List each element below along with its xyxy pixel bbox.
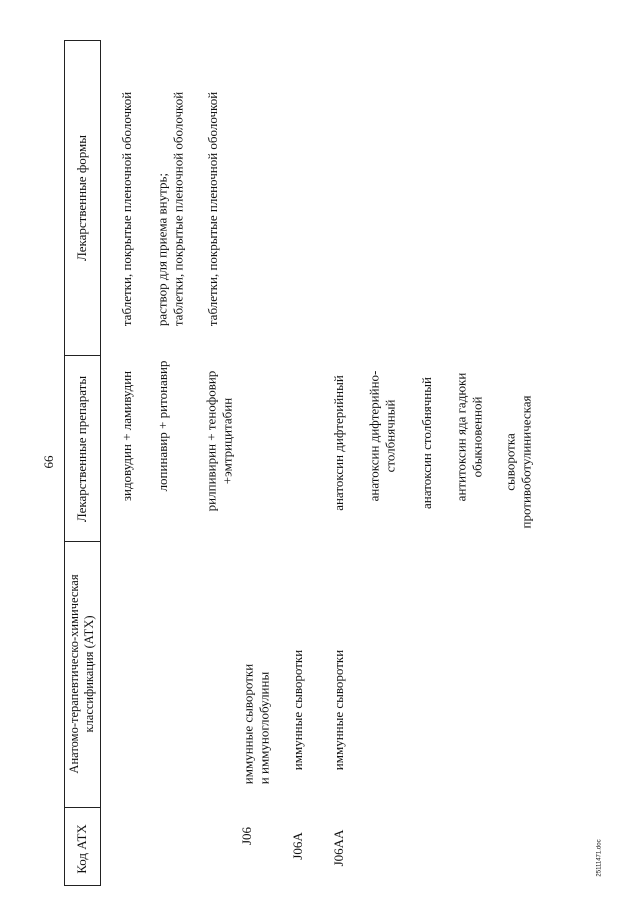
- table-top-border: [64, 40, 100, 41]
- table-row-preparation: зидовудин + ламивудин: [119, 370, 135, 502]
- table-row-preparation: рилпивирин + тенофовир +эмтрицитабин: [203, 370, 234, 512]
- table-row-preparation: анатоксин дифтерийный: [331, 375, 347, 511]
- table-bottom-border: [64, 807, 100, 808]
- header-classification: Анатомо-терапевтическо-химическая классификация (АТХ): [67, 574, 96, 774]
- table-row-preparation: анатоксин столбнячный: [419, 377, 435, 509]
- table-row-form: таблетки, покрытые пленочной оболочкой: [205, 91, 221, 327]
- page-number: 66: [41, 455, 57, 469]
- table-row-preparation: сыворотка противоботулиническая: [502, 395, 533, 529]
- column-divider: [64, 885, 100, 886]
- table-row-classification: иммунные сыворотки: [290, 649, 306, 771]
- header-forms: Лекарственные формы: [74, 134, 90, 262]
- table-row-preparation: антитоксин яда гадюки обыкновенной: [453, 372, 484, 502]
- column-divider: [64, 355, 100, 356]
- table-row-form: таблетки, покрытые пленочной оболочкой: [119, 91, 135, 327]
- header-code: Код АТХ: [74, 824, 90, 874]
- table-row-code: J06: [239, 826, 255, 846]
- table-row-classification: иммунные сыворотки: [331, 649, 347, 771]
- table-row-preparation: анатоксин дифтерийно- столбнячный: [366, 370, 397, 502]
- table-row-preparation: лопинавир + ритонавир: [155, 360, 171, 492]
- header-preparations: Лекарственные препараты: [74, 375, 90, 523]
- footer-doc-code: 25111471.doc: [596, 839, 603, 877]
- table-row-form: раствор для приема внутрь; таблетки, покрытые пленочной оболочкой: [154, 91, 185, 327]
- header-bottom-border: [100, 40, 101, 886]
- table-left-border: [64, 40, 65, 886]
- table-row-code: J06A: [290, 832, 306, 860]
- table-row-code: J06AA: [331, 829, 347, 867]
- column-divider: [64, 541, 100, 542]
- table-row-classification: иммунные сыворотки и иммуноглобулины: [240, 663, 271, 785]
